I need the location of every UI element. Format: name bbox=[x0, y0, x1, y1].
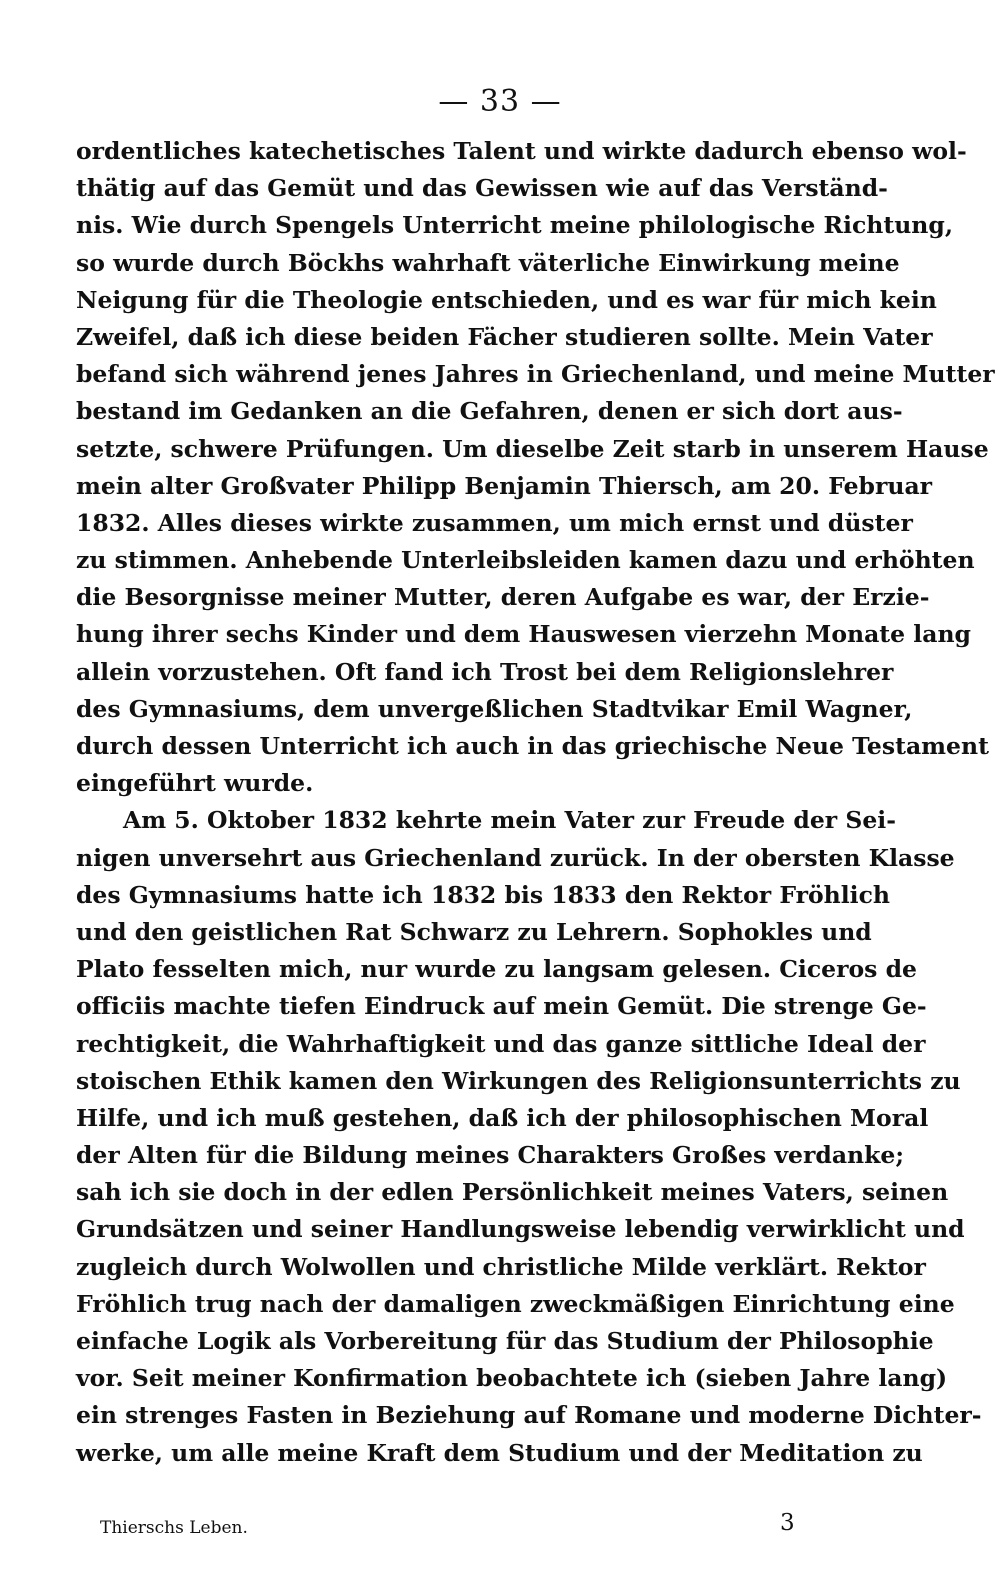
text-line: hung ihrer sechs Kinder und dem Hauswesen vierzehn Monate lang bbox=[76, 620, 971, 649]
text-line: zugleich durch Wolwollen und christliche Milde verklärt. Rektor bbox=[76, 1252, 926, 1281]
page-number: — 33 — bbox=[438, 84, 562, 119]
text-line: stoischen Ethik kamen den Wirkungen des Religionsunterrichts zu bbox=[76, 1066, 961, 1095]
text-line: Am 5. Oktober 1832 kehrte mein Vater zur Freude der Sei- bbox=[123, 806, 896, 835]
text-line: und den geistlichen Rat Schwarz zu Lehrern. Sophokles und bbox=[76, 917, 872, 946]
text-line: nis. Wie durch Spengels Unterricht meine philologische Richtung, bbox=[76, 211, 954, 240]
text-line: setzte, schwere Prüfungen. Um dieselbe Zeit starb in unserem Hause bbox=[76, 434, 989, 463]
text-line: werke, um alle meine Kraft dem Studium und der Meditation zu bbox=[76, 1438, 923, 1467]
text-line: allein vorzustehen. Oft fand ich Trost bei dem Religionslehrer bbox=[76, 657, 894, 686]
text-line: Grundsätzen und seiner Handlungsweise lebendig verwirklicht und bbox=[76, 1215, 965, 1244]
text-line: der Alten für die Bildung meines Charakters Großes verdanke; bbox=[76, 1141, 905, 1170]
footer-sheet-number: 3 bbox=[780, 1510, 795, 1536]
text-line: einfache Logik als Vorbereitung für das Studium der Philosophie bbox=[76, 1327, 934, 1355]
text-line: Zweifel, daß ich diese beiden Fächer studieren sollte. Mein Vater bbox=[76, 322, 933, 351]
body-text bbox=[76, 133, 995, 1472]
text-line: mein alter Großvater Philipp Benjamin Thiersch, am 20. Februar bbox=[76, 471, 933, 500]
text-line: ordentliches katechetisches Talent und wirkte dadurch ebenso wol- bbox=[76, 137, 967, 165]
text-line: 1832. Alles dieses wirkte zusammen, um mich ernst und düster bbox=[76, 508, 913, 537]
text-line: durch dessen Unterricht ich auch in das griechische Neue Testament bbox=[76, 732, 989, 760]
text-line: bestand im Gedanken an die Gefahren, denen er sich dort aus- bbox=[76, 397, 903, 426]
text-line: zu stimmen. Anhebende Unterleibsleiden kamen dazu und erhöhten bbox=[76, 546, 975, 575]
text-line: Neigung für die Theologie entschieden, und es war für mich kein bbox=[76, 285, 937, 314]
text-line: Fröhlich trug nach der damaligen zweckmäßigen Einrichtung eine bbox=[76, 1289, 955, 1318]
text-line: des Gymnasiums, dem unvergeßlichen Stadtvikar Emil Wagner, bbox=[76, 694, 913, 723]
text-line: thätig auf das Gemüt und das Gewissen wie auf das Verständ- bbox=[76, 174, 888, 203]
text-line: officiis machte tiefen Eindruck auf mein Gemüt. Die strenge Ge- bbox=[76, 992, 927, 1021]
text-line: nigen unversehrt aus Griechenland zurück. In der obersten Klasse bbox=[76, 843, 955, 872]
text-line: Plato fesselten mich, nur wurde zu langsam gelesen. Ciceros de bbox=[76, 955, 917, 984]
text-line: eingeführt wurde. bbox=[76, 769, 314, 798]
text-line: befand sich während jenes Jahres in Griechenland, und meine Mutter bbox=[76, 360, 995, 389]
text-line: so wurde durch Böckhs wahrhaft väterliche Einwirkung meine bbox=[76, 248, 900, 277]
footer-signature: Thierschs Leben. bbox=[100, 1518, 248, 1538]
text-line: ein strenges Fasten in Beziehung auf Romane und moderne Dichter- bbox=[76, 1401, 982, 1430]
text-line: Hilfe, und ich muß gestehen, daß ich der philosophischen Moral bbox=[76, 1103, 929, 1132]
text-line: die Besorgnisse meiner Mutter, deren Aufgabe es war, der Erzie- bbox=[76, 583, 930, 612]
text-line: rechtigkeit, die Wahrhaftigkeit und das ganze sittliche Ideal der bbox=[76, 1029, 926, 1058]
text-line: des Gymnasiums hatte ich 1832 bis 1833 den Rektor Fröhlich bbox=[76, 880, 890, 909]
text-line: sah ich sie doch in der edlen Persönlichkeit meines Vaters, seinen bbox=[76, 1178, 949, 1207]
text-line: vor. Seit meiner Konfirmation beobachtete ich (sieben Jahre lang) bbox=[76, 1364, 948, 1393]
